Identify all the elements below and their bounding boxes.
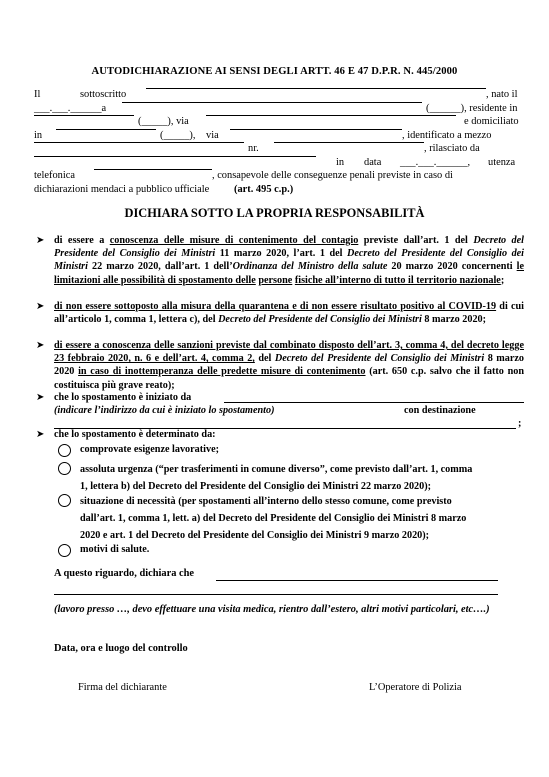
arrow-bullet-icon: ➤: [36, 429, 45, 440]
option-urgency-label1: assoluta urgenza (“per trasferimenti in comune diverso”, come previsto dall’art. 1, comma: [80, 464, 473, 475]
regard-field-2[interactable]: [54, 594, 498, 595]
item4-semicolon: ;: [518, 418, 522, 429]
item1-semicolon: ;: [500, 274, 505, 286]
item2-text2: 8 marzo 2020;: [424, 314, 487, 326]
item1-text3: 11 marzo 2020, l’art. 1 del: [219, 248, 343, 260]
option-work-label: comprovate esigenze lavorative;: [80, 444, 219, 455]
option-work[interactable]: [64, 443, 528, 456]
option-urgency[interactable]: [64, 461, 528, 495]
item1-decree: Decreto del Presidente del Consiglio dei Ministri: [54, 235, 525, 260]
date-place-label: Data, ora e luogo del controllo: [54, 643, 188, 654]
radio-circle-icon[interactable]: [58, 462, 71, 475]
item1-underlined3: fisiche all’interno di tutto il territorio nazionale: [294, 274, 501, 286]
origin-address-field[interactable]: [224, 402, 524, 403]
item3-text2: (art. 650 c.p. salvo che il fatto non costituisca più grave reato);: [54, 366, 524, 391]
intro-identificato: , identificato a mezzo: [402, 129, 492, 141]
option-urgency-label2: 1, lettera b) del Decreto del Presidente del Consiglio dei Ministri 22 marzo 2020);: [80, 481, 432, 492]
option-health-label: motivi di salute.: [80, 544, 150, 555]
form-title: AUTODICHIARAZIONE AI SENSI DEGLI ARTT. 46 E 47 D.P.R. N. 445/2000: [91, 66, 458, 77]
item1-decree2: Decreto del Presidente del Consiglio dei Ministri: [54, 248, 525, 273]
item1-underlined: conoscenza delle misure di contenimento del contagio: [109, 235, 359, 246]
issue-date-field[interactable]: ___.___.______,: [400, 156, 471, 168]
item3-underlined: di essere a conoscenza delle sanzioni previste dal combinato disposto dell’art. 3, comma 4, del decreto legge 23 febbraio 2020, n. 6 e dell’art. 4, comma 2,: [54, 340, 524, 365]
arrow-bullet-icon: ➤: [36, 301, 45, 312]
intro-il: Il: [34, 89, 41, 100]
intro-prov: (_____),: [160, 129, 196, 141]
intro-nr: nr.: [248, 143, 259, 154]
option-necessity-label1: situazione di necessità (per spostamenti all’interno dello stesso comune, come previsto: [80, 496, 452, 507]
intro-residente: (______), residente in: [426, 102, 518, 114]
intro-data: data: [364, 156, 382, 168]
item2-underlined: di non essere sottoposto alla misura della quarantena e di non essere risultato positivo al COVID-19: [54, 301, 497, 312]
item1-text: di essere a: [54, 235, 105, 246]
item5-text: che lo spostamento è determinato da:: [54, 429, 216, 440]
item3-decree: Decreto del Presidente del Consiglio dei Ministri: [274, 353, 485, 365]
residence-field[interactable]: [34, 115, 134, 116]
phone-field[interactable]: [94, 169, 212, 170]
name-field[interactable]: [146, 88, 486, 89]
domicile-street-field[interactable]: [230, 129, 402, 130]
regard-hint: (lavoro presso …, devo effettuare una visita medica, rientro dall’estero, altri motivi particolari, etc….): [54, 604, 490, 615]
intro-in2: in: [336, 156, 345, 168]
issued-by-field[interactable]: [34, 156, 316, 157]
intro-sottoscritto: sottoscritto: [80, 89, 127, 100]
option-necessity-label2: dall’art. 1, comma 1, lett. a) del Decreto del Presidente del Consiglio dei Ministri 8 marzo: [80, 513, 467, 524]
intro-rilasciato: , rilasciato da: [424, 143, 480, 154]
item4-hint: (indicare l’indirizzo da cui è iniziato lo spostamento): [54, 405, 275, 416]
declaration-item-measures: [36, 234, 524, 287]
item4-text: che lo spostamento è iniziato da: [54, 392, 192, 403]
intro-in: in: [34, 129, 43, 141]
declaration-item-quarantine: [36, 300, 524, 326]
officer-signature-label: L’Operatore di Polizia: [369, 682, 462, 693]
item2-decree: Decreto del Presidente del Consiglio dei Ministri: [218, 314, 422, 326]
item3-underlined2: in caso di inottemperanza delle predette misure di contenimento: [78, 366, 366, 378]
item3-date: 8 marzo 2020: [54, 353, 524, 378]
regard-label: A questo riguardo, dichiara che: [54, 568, 194, 579]
intro-consapevole: , consapevole delle conseguenze penali previste in caso di: [212, 170, 453, 181]
item1-persone: persone: [258, 274, 293, 286]
document-type-field[interactable]: [34, 142, 244, 143]
document-number-field[interactable]: [274, 142, 424, 143]
declaration-item-reason: [36, 428, 524, 441]
intro-nato-il: , nato il: [486, 89, 518, 100]
intro-via-dom: via: [206, 129, 219, 141]
option-necessity[interactable]: [64, 493, 528, 544]
arrow-bullet-icon: ➤: [36, 340, 45, 351]
arrow-bullet-icon: ➤: [36, 392, 45, 403]
declaration-item-sanctions: [36, 339, 524, 392]
item3-text: del: [258, 353, 272, 365]
intro-domiciliato: e domiciliato: [464, 116, 519, 127]
birth-date-field[interactable]: ___.___.______a: [34, 102, 107, 114]
intro-utenza: utenza: [488, 156, 516, 168]
option-health[interactable]: [64, 543, 528, 556]
item1-underlined2: le limitazioni alle possibilità di spostamento delle: [54, 261, 524, 286]
option-necessity-label3: 2020 e art. 1 del Decreto del Presidente del Consiglio dei Ministri 9 marzo 2020);: [80, 530, 430, 541]
item1-text4: 22 marzo 2020, dall’art. 1 dell’: [92, 261, 233, 273]
birth-place-field[interactable]: [122, 102, 422, 103]
intro-art495: (art. 495 c.p.): [234, 183, 294, 195]
radio-circle-icon[interactable]: [58, 544, 71, 557]
item1-ordinanza: Ordinanza del Ministro della salute: [232, 261, 388, 273]
declarant-signature-label: Firma del dichiarante: [78, 682, 167, 693]
intro-telefonica: telefonica: [34, 170, 75, 181]
declaration-heading: DICHIARA SOTTO LA PROPRIA RESPONSABILITÀ: [124, 206, 425, 220]
item4-destination: con destinazione: [404, 405, 476, 416]
intro-via-res: (_____), via: [138, 116, 189, 127]
domicile-field[interactable]: [56, 129, 156, 130]
item1-text2: previste dall’art. 1 del: [363, 235, 468, 246]
intro-dichiarazioni: dichiarazioni mendaci a pubblico ufficiale: [34, 183, 210, 195]
radio-circle-icon[interactable]: [58, 444, 71, 457]
residence-street-field[interactable]: [206, 115, 456, 116]
personal-data-section: [34, 88, 524, 196]
regard-field-1[interactable]: [216, 580, 498, 581]
radio-circle-icon[interactable]: [58, 494, 71, 507]
item1-text5: 20 marzo 2020 concernenti: [391, 261, 513, 273]
declaration-item-origin: [36, 391, 524, 431]
item2-text: di cui all’articolo 1, comma 1, lettera c), del: [54, 301, 525, 326]
arrow-bullet-icon: ➤: [36, 235, 45, 246]
